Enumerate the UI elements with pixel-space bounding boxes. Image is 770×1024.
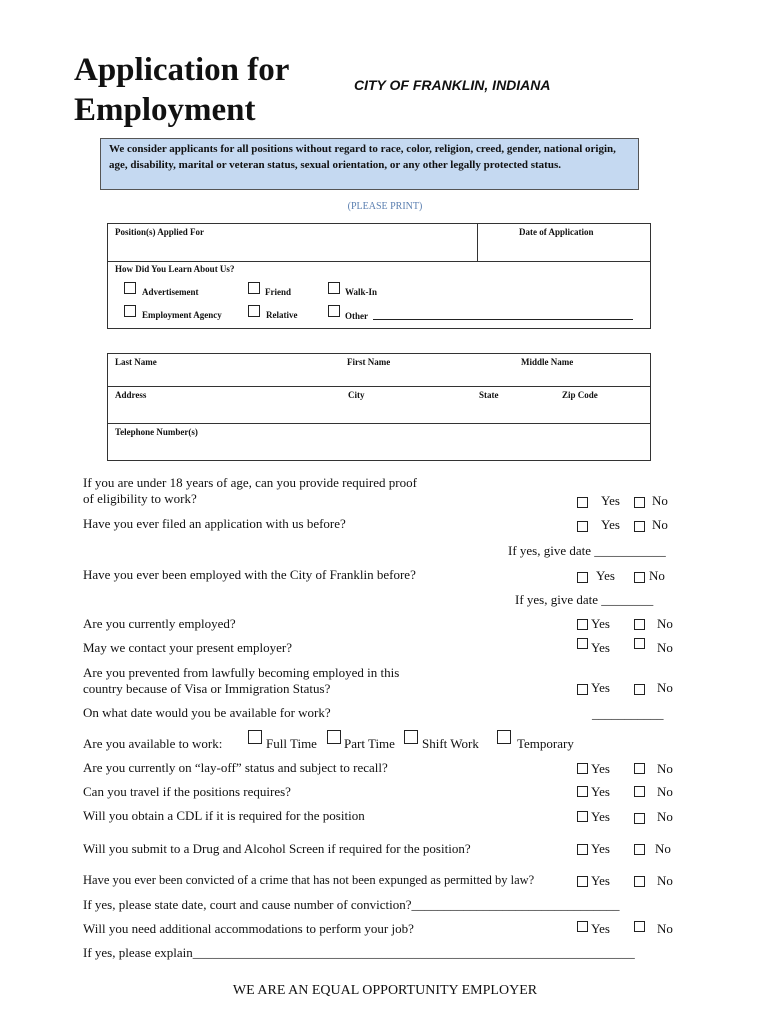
divider	[107, 261, 651, 262]
relative-checkbox[interactable]	[248, 305, 260, 317]
middle-name-label: Middle Name	[521, 357, 574, 367]
temporary-checkbox[interactable]	[497, 730, 511, 744]
friend-label: Friend	[265, 287, 291, 297]
no-label: No	[657, 873, 673, 888]
employed-before-yes-checkbox[interactable]	[577, 572, 588, 583]
question-available-date: On what date would you be available for work?	[83, 705, 331, 720]
yes-label: Yes	[591, 841, 610, 856]
yes-label: Yes	[591, 640, 610, 655]
full-time-label: Full Time	[266, 736, 317, 751]
advertisement-checkbox[interactable]	[124, 282, 136, 294]
cdl-no-checkbox[interactable]	[634, 813, 645, 824]
question-accommodations: Will you need additional accommodations to perform your job?	[83, 921, 414, 936]
contact-employer-no-checkbox[interactable]	[634, 638, 645, 649]
no-label: No	[657, 921, 673, 936]
yes-label: Yes	[591, 873, 610, 888]
drug-screen-yes-checkbox[interactable]	[577, 844, 588, 855]
telephone-label: Telephone Number(s)	[115, 427, 198, 437]
part-time-label: Part Time	[344, 736, 395, 751]
position-applied-field[interactable]	[112, 238, 472, 258]
no-label: No	[657, 680, 673, 695]
zip-code-label: Zip Code	[562, 390, 598, 400]
title-line-2: Employment	[74, 92, 256, 128]
please-print-label: (PLEASE PRINT)	[347, 201, 423, 212]
travel-yes-checkbox[interactable]	[577, 786, 588, 797]
lay-off-yes-checkbox[interactable]	[577, 763, 588, 774]
friend-checkbox[interactable]	[248, 282, 260, 294]
yes-label: Yes	[591, 921, 610, 936]
walkin-label: Walk-In	[345, 287, 378, 297]
drug-screen-no-checkbox[interactable]	[634, 844, 645, 855]
currently-employed-no-checkbox[interactable]	[634, 619, 645, 630]
filed-before-date-field[interactable]: If yes, give date ___________	[508, 543, 666, 558]
walkin-checkbox[interactable]	[328, 282, 340, 294]
question-contact-employer: May we contact your present employer?	[83, 640, 293, 655]
no-label: No	[657, 761, 673, 776]
question-visa-status	[83, 665, 399, 697]
other-label: Other	[345, 311, 368, 321]
yes-label: Yes	[596, 568, 615, 583]
no-label: No	[655, 841, 671, 856]
no-label: No	[657, 784, 673, 799]
question-text: Are you prevented from lawfully becoming employed in this	[83, 665, 400, 680]
convicted-no-checkbox[interactable]	[634, 876, 645, 887]
shift-work-label: Shift Work	[422, 736, 479, 751]
learn-about-us-label: How Did You Learn About Us?	[115, 264, 235, 274]
employment-agency-label: Employment Agency	[142, 310, 222, 320]
question-text: country because of Visa or Immigration Status?	[83, 681, 331, 696]
no-label: No	[657, 809, 673, 824]
question-lay-off: Are you currently on “lay-off” status and subject to recall?	[83, 760, 388, 775]
eeo-footer: WE ARE AN EQUAL OPPORTUNITY EMPLOYER	[232, 983, 538, 998]
contact-employer-yes-checkbox[interactable]	[577, 638, 588, 649]
question-text: of eligibility to work?	[83, 491, 197, 506]
address-field[interactable]	[112, 401, 646, 421]
part-time-checkbox[interactable]	[327, 730, 341, 744]
filed-before-no-checkbox[interactable]	[634, 521, 645, 532]
question-text: If you are under 18 years of age, can you provide required proof	[83, 475, 417, 490]
conviction-details-field[interactable]: If yes, please state date, court and cause number of conviction?________________________________	[83, 897, 620, 912]
accommodations-no-checkbox[interactable]	[634, 921, 645, 932]
accommodations-yes-checkbox[interactable]	[577, 921, 588, 932]
accommodations-explain-field[interactable]: If yes, please explain____________________________________________________________________	[83, 945, 635, 960]
position-applied-label: Position(s) Applied For	[115, 227, 205, 237]
page-title	[74, 50, 289, 130]
question-employed-before: Have you ever been employed with the City of Franklin before?	[83, 567, 416, 582]
telephone-field[interactable]	[112, 438, 646, 458]
no-label: No	[652, 517, 668, 532]
question-drug-screen: Will you submit to a Drug and Alcohol Screen if required for the position?	[83, 841, 471, 856]
city-label: City	[348, 390, 365, 400]
advertisement-label: Advertisement	[142, 287, 199, 297]
divider	[107, 386, 651, 387]
yes-label: Yes	[591, 616, 610, 631]
title-line-1: Application for	[74, 52, 290, 88]
yes-label: Yes	[591, 784, 610, 799]
question-cdl: Will you obtain a CDL if it is required for the position	[83, 808, 365, 823]
employment-agency-checkbox[interactable]	[124, 305, 136, 317]
shift-work-checkbox[interactable]	[404, 730, 418, 744]
no-label: No	[657, 640, 673, 655]
under-18-yes-checkbox[interactable]	[577, 497, 588, 508]
first-name-label: First Name	[347, 357, 391, 367]
filed-before-yes-checkbox[interactable]	[577, 521, 588, 532]
yes-label: Yes	[591, 761, 610, 776]
question-currently-employed: Are you currently employed?	[83, 616, 236, 631]
question-under-18	[83, 475, 417, 507]
divider	[477, 223, 478, 261]
employed-before-date-field[interactable]: If yes, give date ________	[515, 592, 654, 607]
state-label: State	[479, 390, 499, 400]
relative-label: Relative	[266, 310, 298, 320]
eeo-notice: We consider applicants for all positions without regard to race, color, religion, creed, gender, national origin, age, disability, marital or veteran status, sexual orientation, or any other legally protected status.	[100, 138, 639, 190]
date-of-application-field[interactable]	[482, 238, 646, 258]
last-name-label: Last Name	[115, 357, 157, 367]
question-filed-before: Have you ever filed an application with us before?	[83, 516, 346, 531]
available-date-field[interactable]: ___________	[592, 706, 664, 721]
other-input-line[interactable]	[373, 319, 633, 320]
lay-off-no-checkbox[interactable]	[634, 763, 645, 774]
temporary-label: Temporary	[517, 736, 574, 751]
question-available-to-work: Are you available to work:	[83, 736, 223, 751]
address-label: Address	[115, 390, 147, 400]
convicted-yes-checkbox[interactable]	[577, 876, 588, 887]
question-travel: Can you travel if the positions requires?	[83, 784, 291, 799]
divider	[107, 423, 651, 424]
yes-label: Yes	[591, 809, 610, 824]
employed-before-no-checkbox[interactable]	[634, 572, 645, 583]
no-label: No	[649, 568, 665, 583]
no-label: No	[652, 493, 668, 508]
cdl-yes-checkbox[interactable]	[577, 811, 588, 822]
visa-status-yes-checkbox[interactable]	[577, 684, 588, 695]
date-of-application-label: Date of Application	[519, 227, 594, 237]
question-convicted: Have you ever been convicted of a crime that has not been expunged as permitted by law?	[83, 873, 535, 887]
visa-status-no-checkbox[interactable]	[634, 684, 645, 695]
yes-label: Yes	[601, 517, 620, 532]
travel-no-checkbox[interactable]	[634, 786, 645, 797]
currently-employed-yes-checkbox[interactable]	[577, 619, 588, 630]
full-time-checkbox[interactable]	[248, 730, 262, 744]
city-name: CITY OF FRANKLIN, INDIANA	[354, 77, 551, 93]
yes-label: Yes	[601, 493, 620, 508]
yes-label: Yes	[591, 680, 610, 695]
name-field[interactable]	[112, 368, 646, 384]
no-label: No	[657, 616, 673, 631]
other-checkbox[interactable]	[328, 305, 340, 317]
under-18-no-checkbox[interactable]	[634, 497, 645, 508]
